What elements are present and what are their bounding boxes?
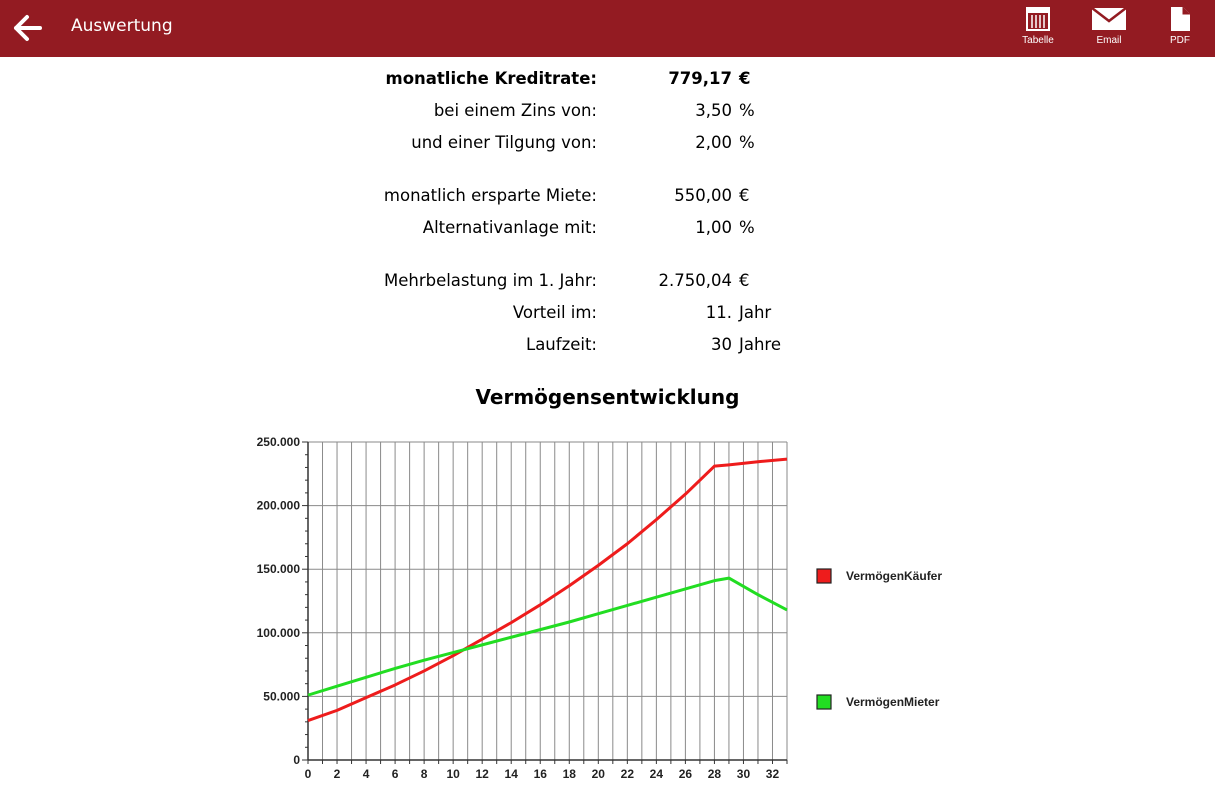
summary-label: monatlich ersparte Miete: — [383, 186, 597, 205]
summary-unit: € — [739, 186, 750, 205]
mail-icon — [1091, 6, 1127, 32]
x-tick-label: 18 — [562, 767, 576, 781]
pdf-button[interactable] — [1149, 6, 1211, 54]
pdf-button-label: PDF — [1170, 35, 1190, 46]
y-tick-label: 100.000 — [256, 625, 300, 640]
summary-unit: Jahre — [739, 335, 782, 354]
summary-value: 2.750,04 — [658, 271, 732, 290]
x-tick-label: 32 — [765, 767, 780, 781]
summary-unit: € — [739, 69, 751, 88]
x-tick-label: 8 — [420, 767, 428, 781]
chart-title: Vermögensentwicklung — [475, 385, 740, 409]
app-bar — [0, 0, 1215, 57]
table-icon — [1025, 6, 1051, 32]
summary-row-kreditrate — [0, 69, 1215, 93]
summary-row-mehrbelastung — [0, 271, 1215, 295]
x-tick-label: 16 — [533, 767, 547, 781]
series-line-kaeufer — [308, 459, 787, 720]
summary-value: 11. — [705, 303, 732, 322]
summary-row-zins — [0, 101, 1215, 125]
summary-unit: € — [739, 271, 750, 290]
summary-row-miete — [0, 186, 1215, 210]
summary-row-vorteil — [0, 303, 1215, 327]
x-tick-label: 26 — [678, 767, 693, 781]
email-button-label: Email — [1096, 35, 1122, 46]
x-tick-label: 22 — [620, 767, 635, 781]
table-button-label: Tabelle — [1022, 35, 1054, 46]
back-button[interactable] — [12, 12, 46, 44]
series-line-mieter — [308, 578, 787, 695]
legend-swatch — [817, 695, 831, 709]
x-tick-label: 2 — [333, 767, 341, 781]
summary-value: 779,17 — [668, 69, 732, 88]
summary-value: 1,00 — [695, 218, 732, 237]
summary-unit: % — [739, 133, 755, 152]
y-tick-label: 50.000 — [263, 689, 300, 704]
y-tick-label: 200.000 — [256, 498, 300, 513]
summary-unit: Jahr — [739, 303, 772, 322]
x-tick-label: 10 — [446, 767, 460, 781]
page-title: Auswertung — [71, 16, 173, 36]
y-tick-label: 150.000 — [256, 562, 300, 577]
legend-label: VermögenKäufer — [846, 569, 943, 583]
table-button[interactable] — [1007, 6, 1069, 54]
y-tick-label: 0 — [293, 753, 300, 767]
x-tick-label: 24 — [649, 767, 664, 781]
summary-row-laufzeit — [0, 335, 1215, 359]
summary-label: monatliche Kreditrate: — [385, 69, 597, 88]
summary-unit: % — [739, 218, 755, 237]
x-tick-label: 28 — [707, 767, 722, 781]
summary-value: 30 — [711, 335, 732, 354]
summary-label: Mehrbelastung im 1. Jahr: — [383, 271, 597, 290]
x-tick-label: 6 — [391, 767, 399, 781]
wealth-chart — [240, 430, 1000, 790]
legend-label: VermögenMieter — [846, 695, 940, 709]
document-icon — [1169, 6, 1191, 32]
summary-label: und einer Tilgung von: — [411, 133, 597, 152]
x-tick-label: 0 — [304, 767, 312, 781]
x-tick-label: 30 — [736, 767, 751, 781]
summary-label: Laufzeit: — [526, 335, 597, 354]
summary-row-alternativanlage — [0, 218, 1215, 242]
summary-label: Vorteil im: — [512, 303, 597, 322]
summary-label: bei einem Zins von: — [433, 101, 597, 120]
summary-value: 2,00 — [695, 133, 732, 152]
x-tick-label: 14 — [504, 767, 518, 781]
y-tick-label: 250.000 — [256, 435, 300, 449]
summary-unit: % — [739, 101, 755, 120]
x-tick-label: 4 — [362, 767, 370, 781]
legend-swatch — [817, 569, 831, 583]
summary-value: 550,00 — [674, 186, 732, 205]
summary-label: Alternativanlage mit: — [422, 218, 597, 237]
x-tick-label: 12 — [475, 767, 489, 781]
summary-row-tilgung — [0, 133, 1215, 157]
summary-value: 3,50 — [695, 101, 732, 120]
email-button[interactable] — [1078, 6, 1140, 54]
arrow-left-icon — [12, 12, 46, 44]
x-tick-label: 20 — [591, 767, 605, 781]
